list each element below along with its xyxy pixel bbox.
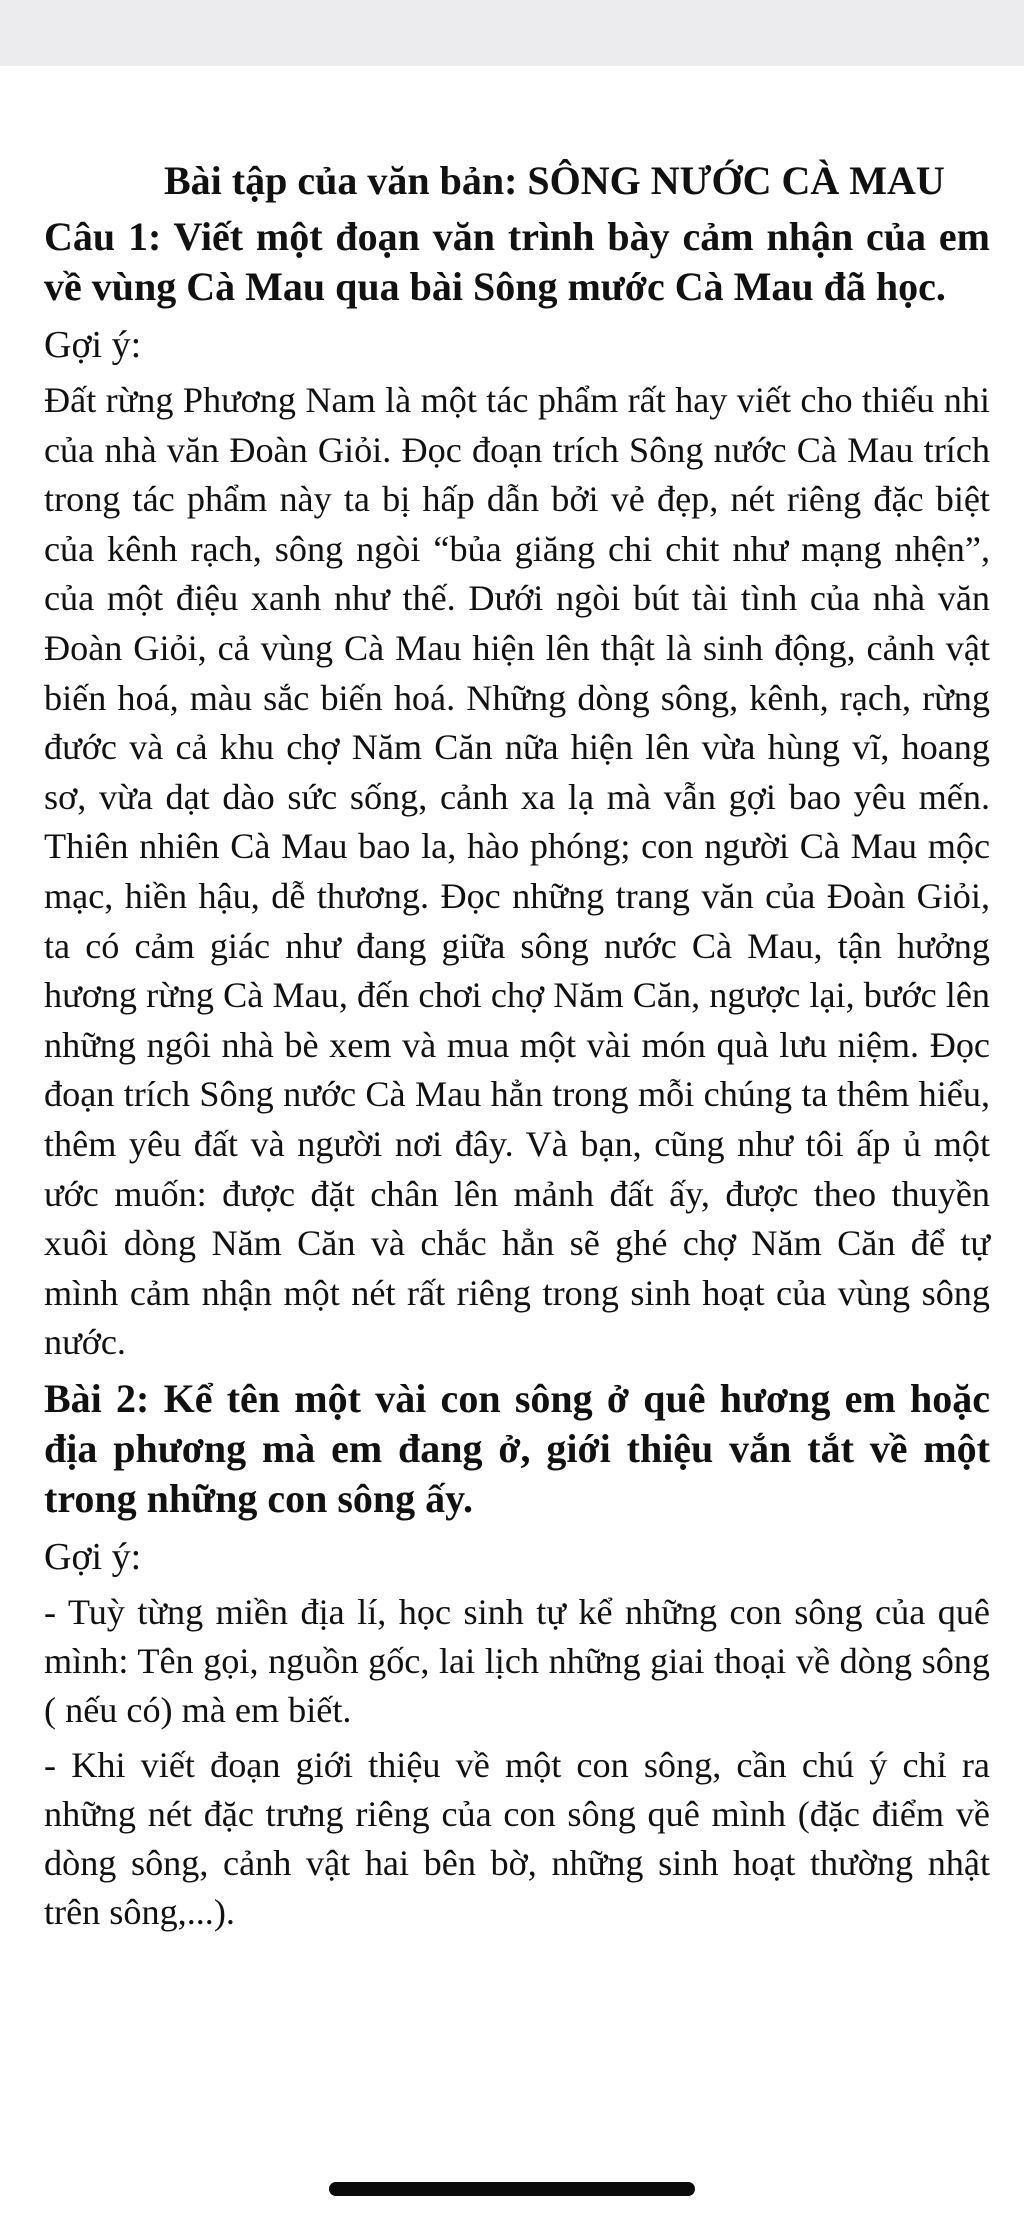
question-1: Câu 1: Viết một đoạn văn trình bày cảm nhận của em về vùng Cà Mau qua bài Sông mước Cà Mau đã học. bbox=[44, 214, 990, 309]
document-title: Bài tập của văn bản: SÔNG NƯỚC CÀ MAU bbox=[164, 158, 945, 203]
document-page bbox=[44, 150, 990, 1943]
hint-label-2: Gợi ý: bbox=[44, 1535, 142, 1578]
hint-label-1: Gợi ý: bbox=[44, 324, 142, 366]
home-indicator[interactable] bbox=[329, 2182, 695, 2196]
answer-1-paragraph: Đất rừng Phương Nam là một tác phẩm rất hay viết cho thiếu nhi của nhà văn Đoàn Giỏi. Đọc đoạn trích Sông nước Cà Mau trích trong tác phẩm này ta bị hấp dẫn bởi vẻ đẹp, nét riêng đặc biệt của kênh rạch, sông ngòi “bủa giăng chi chit như mạng nhện”, của một điệu xanh như thế. Dưới ngòi bút tài tình của nhà văn Đoàn Giỏi, cả vùng Cà Mau hiện lên thật là sinh động, cảnh vật biến hoá, màu sắc biến hoá. Những dòng sông, kênh, rạch, rừng đước và cả khu chợ Năm Căn nữa hiện lên vừa hùng vĩ, hoang sơ, vừa dạt dào sức sống, cảnh xa lạ mà vẫn gợi bao yêu mến. Thiên nhiên Cà Mau bao la, hào phóng; con người Cà Mau mộc mạc, hiền hậu, dễ thương. Đọc những trang văn của Đoàn Giỏi, ta có cảm giác như đang giữa sông nước Cà Mau, tận hưởng hương rừng Cà Mau, đến chơi chợ Năm Căn, ngược lại, bước lên những ngôi nhà bè xem và mua một vài món quà lưu niệm. Đọc đoạn trích Sông nước Cà Mau hẳn trong mỗi chúng ta thêm hiểu, thêm yêu đất và người nơi đây. Và bạn, cũng như tôi ấp ủ một ước muốn: được đặt chân lên mảnh đất ấy, được theo thuyền xuôi dòng Năm Căn và chắc hẳn sẽ ghé chợ Năm Căn để tự mình cảm nhận một nét rất riêng trong sinh hoạt của vùng sông nước. bbox=[44, 380, 990, 1363]
top-status-bar bbox=[0, 0, 1024, 66]
question-2: Bài 2: Kể tên một vài con sông ở quê hương em hoặc địa phương mà em đang ở, giới thiệu vắn tắt về một trong những con sông ấy. bbox=[44, 1375, 990, 1521]
answer-2-item-1: - Tuỳ từng miền địa lí, học sinh tự kể những con sông của quê mình: Tên gọi, nguồn gốc, lai lịch những giai thoại về dòng sông ( nếu có) mà em biết. bbox=[44, 1591, 990, 1730]
answer-2-item-2: - Khi viết đoạn giới thiệu về một con sông, cần chú ý chỉ ra những nét đặc trưng riêng của con sông quê mình (đặc điểm về dòng sông, cảnh vật hai bên bờ, những sinh hoạt thường nhật trên sông,...). bbox=[44, 1744, 990, 1932]
